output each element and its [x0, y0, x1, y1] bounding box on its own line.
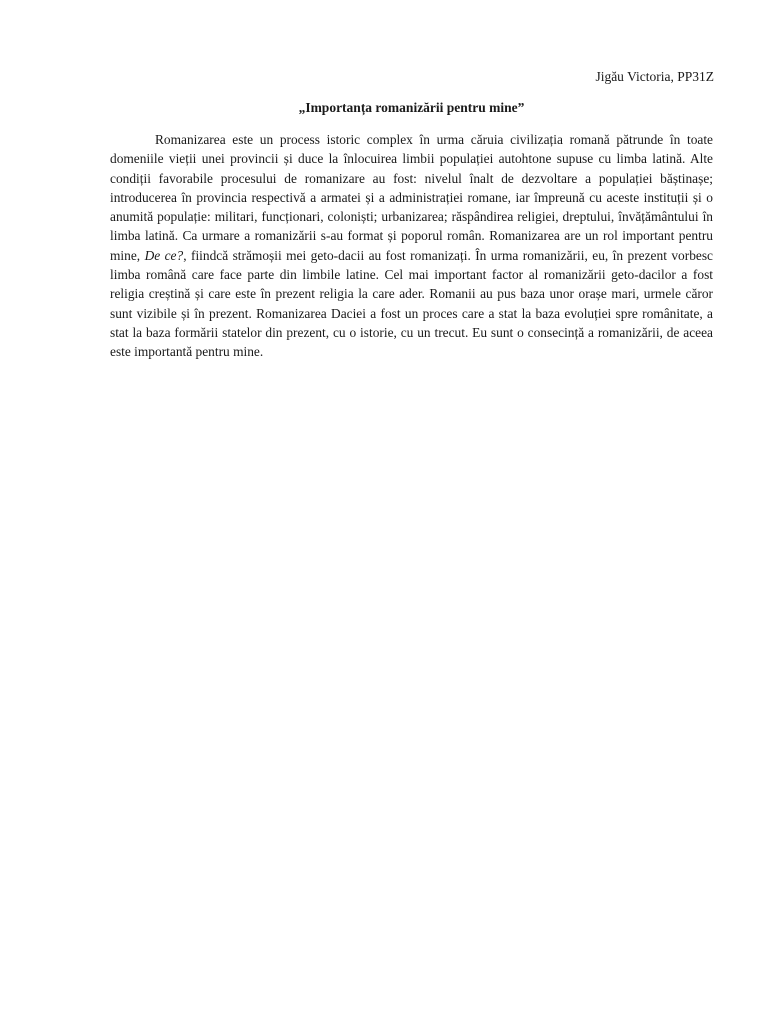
- paragraph-text-part2: , fiindcă strămoșii mei geto-dacii au fost romanizați. În urma romanizării, eu, în prezent vorbesc limba română care face parte din limbile latine. Cel mai important factor al romanizării geto-dacilor a fost religia creștină și care este în prezent religia la care ader. Romanii au pus baza unor orașe mari, urmele căror sunt vizibile și în prezent. Romanizarea Daciei a fost un proces care a stat la baza evoluției spre românitate, a stat la baza formării statelor din prezent, cu o istorie, cu un trecut. Eu sunt o consecință a romanizării, de aceea este importantă pentru mine.: [110, 247, 713, 360]
- document-title: „Importanța romanizării pentru mine”: [298, 100, 525, 115]
- body-paragraph: [110, 130, 713, 362]
- paragraph-text-part1: Romanizarea este un process istoric complex în urma căruia civilizația romană pătrunde în toate domeniile vieții unei provincii și duce la înlocuirea limbii populației autohtone supuse cu limba latină. Alte condiții favorabile procesului de romanizare au fost: nivelul înalt de dezvoltare a populației băștinașe; introducerea în provincia respectivă a armatei și a administrației romane, iar împreună cu aceste instituții și o anumită populație: militari, funcționari, coloniști; urbanizarea; răspândirea religiei, dreptului, învățământului în limba latină. Ca urmare a romanizării s-au format și poporul român. Romanizarea are un rol important pentru mine,: [110, 132, 713, 263]
- paragraph-italic-phrase: De ce?: [144, 247, 184, 263]
- author-line: Jigău Victoria, PP31Z: [595, 69, 714, 84]
